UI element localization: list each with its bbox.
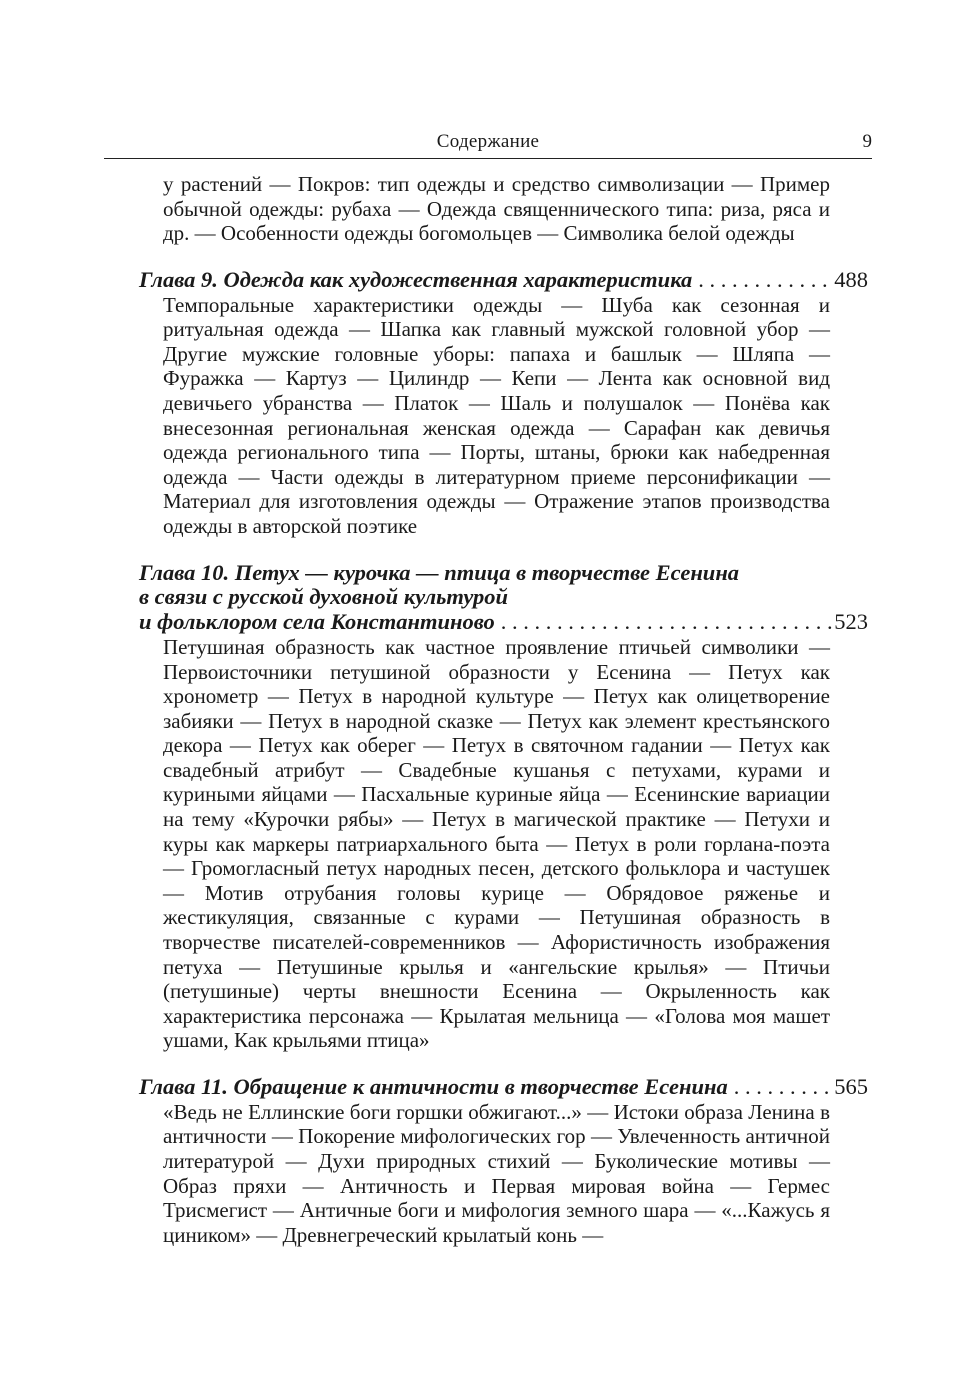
chapter-page-ref: 523	[834, 609, 868, 635]
chapter-heading-row	[139, 610, 868, 635]
chapter-page-ref: 488	[834, 266, 868, 292]
chapter-description: Петушиная образность как частное проявление птичьей символики — Первоисточники петушиной образности у Есенина — Петух как хронометр — Петух в народной культуре — Петух как олицетворение забияки — Петух в народной сказке — Петух как элемент крестьянского декора — Петух как оберег — Петух в святочном гадании — Петух как свадебный атрибут — Свадебные кушанья с петухами, курами и куриными яйцами — Пасхальные куриные яйца — Есенинские вариации на тему «Курочки рябы» — Петух в магической практике — Петухи и куры как маркеры патриархального быта — Петух в роли горлана-поэта — Громогласный петух народных песен, детского фольклора и частушек — Мотив отрубания головы курице — Обрядовое ряженье и жестикуляция, связанные с курами — Петушиная образность в творчестве писателей-современников — Афористичность изображения петуха — Петушиные крылья и «ангельские крылья» — Птичьи (петушиные) черты внешности Есенина — Окрыленность как характеристика персонажа — Крылатая мельница — «Голова моя машет ушами, Как крыльями птица»	[163, 634, 830, 1053]
chapter-title: и фольклором села Константиново	[139, 609, 495, 635]
chapter-title: Глава 11. Обращение к античности в творчестве Есенина	[139, 1074, 728, 1099]
toc-entry-chapter-10	[139, 561, 868, 1053]
chapter-title: Глава 9. Одежда как художественная характеристика	[139, 266, 693, 292]
toc-entry-chapter-9	[139, 268, 868, 539]
dot-leader	[692, 268, 832, 293]
chapter-heading-row	[139, 268, 868, 293]
continuation-entry	[139, 172, 868, 246]
chapter-page-ref: 565	[834, 1074, 868, 1099]
dot-leader	[495, 610, 832, 635]
dot-leader	[728, 1075, 833, 1100]
page-number: 9	[862, 131, 872, 152]
chapter-description: «Ведь не Еллинские боги горшки обжигают...» — Истоки образа Ленина в античности — Покорение мифологических гор — Увлеченность античной литературой — Духи природных стихий — Буколические мотивы — Образ пряхи — Античность и Первая мировая война — Гермес Трисмегист — Античные боги и мифология земного шара — «...Кажусь я циником» — Древнегреческий крылатый конь —	[163, 1099, 830, 1247]
continuation-description: у растений — Покров: тип одежды и средство символизации — Пример обычной одежды: рубаха — Одежда священнического типа: риза, ряса и др. — Особенности одежды богомольцев — Символика белой одежды	[163, 172, 830, 246]
chapter-title-line: в связи с русской духовной культурой	[139, 584, 509, 610]
chapter-description: Темпоральные характеристики одежды — Шуба как сезонная и ритуальная одежда — Шапка как главный мужской головной убор — Другие мужские головные уборы: папаха и башлык — Шляпа — Фуражка — Картуз — Цилиндр — Кепи — Лента как основной вид девичьего убранства — Платок — Шаль и полушалок — Понёва как внесезонная региональная женская одежда — Сарафан как девичья одежда регионального типа — Порты, штаны, брюки как набедренная одежда — Части одежды в литературном приеме персонификации — Материал для изготовления одежды — Отражение этапов производства одежды в авторской поэтике	[163, 292, 830, 538]
running-title: Содержание	[436, 131, 540, 152]
running-header	[104, 128, 872, 159]
table-of-contents	[139, 172, 868, 1247]
toc-entry-chapter-11	[139, 1075, 868, 1247]
chapter-title-line: Глава 10. Петух — курочка — птица в творчестве Есенина	[139, 559, 740, 585]
chapter-heading-row	[139, 1075, 868, 1100]
